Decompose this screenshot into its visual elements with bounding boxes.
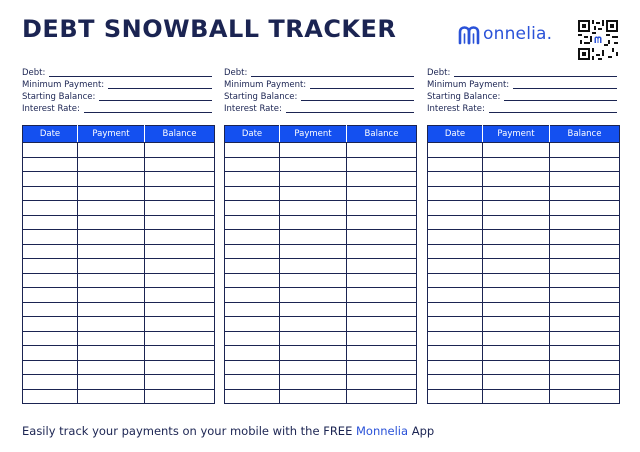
payment-cell[interactable] — [483, 302, 550, 317]
date-cell[interactable] — [428, 244, 483, 259]
payment-rows — [428, 143, 620, 404]
balance-cell[interactable] — [347, 143, 417, 158]
payment-cell[interactable] — [483, 375, 550, 390]
balance-cell[interactable] — [550, 259, 620, 274]
balance-cell[interactable] — [145, 143, 215, 158]
date-cell[interactable] — [23, 360, 78, 375]
payment-cell[interactable] — [78, 186, 145, 201]
balance-cell[interactable] — [347, 259, 417, 274]
balance-cell[interactable] — [347, 375, 417, 390]
date-cell[interactable] — [225, 143, 280, 158]
balance-header: Balance — [347, 126, 417, 143]
table-row — [225, 215, 417, 230]
payment-cell[interactable] — [483, 288, 550, 303]
payment-cell[interactable] — [280, 389, 347, 404]
payment-cell[interactable] — [280, 172, 347, 187]
date-cell[interactable] — [225, 346, 280, 361]
payment-cell[interactable] — [280, 273, 347, 288]
balance-cell[interactable] — [550, 346, 620, 361]
monnelia-m-logo-icon — [458, 23, 484, 45]
table-row — [225, 331, 417, 346]
table-row — [23, 157, 215, 172]
table-row — [23, 244, 215, 259]
table-row — [23, 172, 215, 187]
payment-header: Payment — [483, 126, 550, 143]
starting-balance-label: Starting Balance: — [224, 92, 298, 102]
payment-cell[interactable] — [78, 201, 145, 216]
qr-code-icon — [578, 20, 618, 60]
table-row — [225, 389, 417, 404]
payment-header: Payment — [78, 126, 145, 143]
minimum-payment-line[interactable] — [108, 81, 212, 89]
date-cell[interactable] — [428, 201, 483, 216]
balance-cell[interactable] — [550, 360, 620, 375]
payment-cell[interactable] — [280, 375, 347, 390]
brand-logo — [458, 22, 552, 46]
table-row — [225, 302, 417, 317]
payment-cell[interactable] — [483, 346, 550, 361]
minimum-payment-label: Minimum Payment: — [224, 80, 307, 90]
minimum-payment-label: Minimum Payment: — [427, 80, 510, 90]
payment-table — [224, 125, 417, 404]
table-row — [428, 302, 620, 317]
balance-cell[interactable] — [145, 157, 215, 172]
payment-cell[interactable] — [78, 172, 145, 187]
payment-cell[interactable] — [78, 244, 145, 259]
date-cell[interactable] — [225, 230, 280, 245]
date-cell[interactable] — [428, 259, 483, 274]
table-row — [428, 273, 620, 288]
table-row — [225, 230, 417, 245]
balance-cell[interactable] — [550, 244, 620, 259]
interest-rate-line[interactable] — [489, 105, 617, 113]
balance-cell[interactable] — [550, 389, 620, 404]
date-cell[interactable] — [23, 331, 78, 346]
starting-balance-field[interactable] — [427, 90, 617, 102]
table-row — [225, 244, 417, 259]
date-cell[interactable] — [225, 317, 280, 332]
debt-column-2 — [224, 66, 414, 404]
payment-cell[interactable] — [280, 186, 347, 201]
date-cell[interactable] — [225, 302, 280, 317]
balance-cell[interactable] — [145, 288, 215, 303]
table-row — [428, 201, 620, 216]
interest-rate-label: Interest Rate: — [427, 104, 485, 114]
payment-cell[interactable] — [483, 273, 550, 288]
balance-cell[interactable] — [347, 302, 417, 317]
date-cell[interactable] — [23, 201, 78, 216]
balance-cell[interactable] — [145, 186, 215, 201]
balance-cell[interactable] — [550, 230, 620, 245]
date-cell[interactable] — [23, 346, 78, 361]
payment-cell[interactable] — [483, 157, 550, 172]
table-row — [23, 273, 215, 288]
payment-cell[interactable] — [483, 201, 550, 216]
starting-balance-field[interactable] — [22, 90, 212, 102]
debt-field[interactable] — [224, 66, 414, 78]
table-row — [428, 375, 620, 390]
date-cell[interactable] — [225, 157, 280, 172]
table-row — [225, 186, 417, 201]
balance-cell[interactable] — [347, 201, 417, 216]
date-cell[interactable] — [225, 244, 280, 259]
payment-cell[interactable] — [483, 259, 550, 274]
table-row — [23, 346, 215, 361]
debt-column-1 — [22, 66, 212, 404]
table-row — [23, 389, 215, 404]
starting-balance-field[interactable] — [224, 90, 414, 102]
balance-cell[interactable] — [550, 375, 620, 390]
date-cell[interactable] — [428, 273, 483, 288]
table-row — [23, 288, 215, 303]
date-cell[interactable] — [225, 186, 280, 201]
table-row — [225, 346, 417, 361]
balance-cell[interactable] — [550, 331, 620, 346]
date-cell[interactable] — [225, 375, 280, 390]
date-cell[interactable] — [23, 157, 78, 172]
balance-cell[interactable] — [145, 201, 215, 216]
footer-brand-link[interactable]: Monnelia — [356, 424, 409, 438]
debt-line[interactable] — [251, 69, 414, 77]
payment-cell[interactable] — [483, 317, 550, 332]
date-cell[interactable] — [23, 288, 78, 303]
payment-cell[interactable] — [78, 230, 145, 245]
date-cell[interactable] — [428, 230, 483, 245]
payment-cell[interactable] — [280, 259, 347, 274]
starting-balance-label: Starting Balance: — [427, 92, 501, 102]
date-cell[interactable] — [23, 143, 78, 158]
balance-cell[interactable] — [550, 157, 620, 172]
debt-field[interactable] — [22, 66, 212, 78]
payment-cell[interactable] — [78, 259, 145, 274]
date-cell[interactable] — [428, 288, 483, 303]
table-row — [428, 215, 620, 230]
table-row — [225, 143, 417, 158]
payment-cell[interactable] — [78, 157, 145, 172]
balance-cell[interactable] — [550, 288, 620, 303]
payment-cell[interactable] — [483, 186, 550, 201]
table-row — [23, 302, 215, 317]
balance-cell[interactable] — [145, 389, 215, 404]
interest-rate-line[interactable] — [286, 105, 414, 113]
balance-cell[interactable] — [550, 143, 620, 158]
balance-cell[interactable] — [145, 331, 215, 346]
balance-cell[interactable] — [347, 273, 417, 288]
interest-rate-label: Interest Rate: — [224, 104, 282, 114]
debt-line[interactable] — [454, 69, 617, 77]
balance-cell[interactable] — [550, 186, 620, 201]
balance-cell[interactable] — [347, 317, 417, 332]
date-cell[interactable] — [23, 186, 78, 201]
payment-cell[interactable] — [78, 331, 145, 346]
table-row — [428, 259, 620, 274]
payment-cell[interactable] — [280, 157, 347, 172]
balance-cell[interactable] — [145, 259, 215, 274]
table-row — [428, 143, 620, 158]
balance-cell[interactable] — [347, 360, 417, 375]
table-row — [225, 157, 417, 172]
payment-cell[interactable] — [78, 360, 145, 375]
date-cell[interactable] — [225, 360, 280, 375]
payment-cell[interactable] — [280, 331, 347, 346]
payment-cell[interactable] — [280, 143, 347, 158]
payment-cell[interactable] — [483, 172, 550, 187]
payment-rows — [23, 143, 215, 404]
payment-cell[interactable] — [483, 331, 550, 346]
date-cell[interactable] — [428, 172, 483, 187]
payment-cell[interactable] — [280, 360, 347, 375]
payment-cell[interactable] — [280, 317, 347, 332]
minimum-payment-field[interactable] — [22, 78, 212, 90]
payment-cell[interactable] — [483, 215, 550, 230]
date-cell[interactable] — [225, 259, 280, 274]
table-row — [428, 360, 620, 375]
table-row — [23, 259, 215, 274]
date-cell[interactable] — [23, 172, 78, 187]
date-cell[interactable] — [23, 230, 78, 245]
debt-line[interactable] — [49, 69, 212, 77]
payment-cell[interactable] — [78, 143, 145, 158]
interest-rate-field[interactable] — [22, 102, 212, 114]
debt-label: Debt: — [22, 68, 46, 78]
balance-cell[interactable] — [145, 375, 215, 390]
debt-label: Debt: — [224, 68, 248, 78]
table-row — [23, 201, 215, 216]
table-row — [225, 259, 417, 274]
date-cell[interactable] — [225, 389, 280, 404]
table-row — [23, 331, 215, 346]
table-row — [23, 143, 215, 158]
table-row — [428, 317, 620, 332]
table-row — [225, 360, 417, 375]
payment-cell[interactable] — [280, 244, 347, 259]
balance-cell[interactable] — [145, 302, 215, 317]
date-cell[interactable] — [23, 302, 78, 317]
table-row — [428, 230, 620, 245]
payment-cell[interactable] — [78, 389, 145, 404]
debt-label: Debt: — [427, 68, 451, 78]
table-row — [428, 172, 620, 187]
footer-promo — [22, 424, 434, 438]
balance-cell[interactable] — [550, 317, 620, 332]
minimum-payment-field[interactable] — [224, 78, 414, 90]
balance-cell[interactable] — [145, 244, 215, 259]
balance-cell[interactable] — [550, 201, 620, 216]
payment-cell[interactable] — [280, 288, 347, 303]
balance-header: Balance — [550, 126, 620, 143]
balance-cell[interactable] — [347, 230, 417, 245]
starting-balance-line[interactable] — [99, 93, 212, 101]
balance-cell[interactable] — [145, 215, 215, 230]
payment-cell[interactable] — [78, 317, 145, 332]
date-cell[interactable] — [428, 302, 483, 317]
balance-header: Balance — [145, 126, 215, 143]
interest-rate-field[interactable] — [224, 102, 414, 114]
table-row — [225, 273, 417, 288]
date-cell[interactable] — [23, 244, 78, 259]
table-row — [23, 215, 215, 230]
minimum-payment-label: Minimum Payment: — [22, 80, 105, 90]
brand-name: onnelia. — [483, 24, 553, 44]
balance-cell[interactable] — [145, 360, 215, 375]
table-row — [23, 186, 215, 201]
payment-cell[interactable] — [78, 375, 145, 390]
payment-cell[interactable] — [280, 215, 347, 230]
balance-cell[interactable] — [145, 230, 215, 245]
balance-cell[interactable] — [145, 346, 215, 361]
payment-cell[interactable] — [280, 201, 347, 216]
date-cell[interactable] — [225, 288, 280, 303]
interest-rate-label: Interest Rate: — [22, 104, 80, 114]
date-cell[interactable] — [428, 215, 483, 230]
debt-column-3 — [427, 66, 617, 404]
date-cell[interactable] — [225, 331, 280, 346]
balance-cell[interactable] — [550, 302, 620, 317]
payment-cell[interactable] — [78, 215, 145, 230]
payment-header: Payment — [280, 126, 347, 143]
payment-cell[interactable] — [280, 230, 347, 245]
payment-cell[interactable] — [483, 244, 550, 259]
interest-rate-field[interactable] — [427, 102, 617, 114]
balance-cell[interactable] — [145, 317, 215, 332]
table-row — [23, 375, 215, 390]
table-row — [428, 288, 620, 303]
table-row — [23, 230, 215, 245]
balance-cell[interactable] — [347, 346, 417, 361]
payment-cell[interactable] — [78, 288, 145, 303]
date-header: Date — [428, 126, 483, 143]
page-title: DEBT SNOWBALL TRACKER — [22, 15, 397, 43]
date-cell[interactable] — [428, 346, 483, 361]
balance-cell[interactable] — [347, 331, 417, 346]
payment-cell[interactable] — [483, 230, 550, 245]
balance-cell[interactable] — [347, 288, 417, 303]
payment-table — [427, 125, 620, 404]
table-row — [225, 375, 417, 390]
payment-cell[interactable] — [78, 346, 145, 361]
balance-cell[interactable] — [347, 215, 417, 230]
balance-cell[interactable] — [550, 172, 620, 187]
date-header: Date — [225, 126, 280, 143]
balance-cell[interactable] — [145, 172, 215, 187]
footer-text-after: App — [408, 424, 435, 438]
balance-cell[interactable] — [347, 157, 417, 172]
table-row — [428, 244, 620, 259]
payment-cell[interactable] — [280, 346, 347, 361]
balance-cell[interactable] — [145, 273, 215, 288]
table-row — [225, 288, 417, 303]
table-row — [23, 317, 215, 332]
date-cell[interactable] — [428, 389, 483, 404]
table-row — [428, 389, 620, 404]
date-cell[interactable] — [23, 259, 78, 274]
payment-cell[interactable] — [78, 302, 145, 317]
balance-cell[interactable] — [347, 244, 417, 259]
date-cell[interactable] — [428, 317, 483, 332]
minimum-payment-field[interactable] — [427, 78, 617, 90]
payment-cell[interactable] — [483, 389, 550, 404]
date-cell[interactable] — [23, 317, 78, 332]
debt-field[interactable] — [427, 66, 617, 78]
date-cell[interactable] — [225, 215, 280, 230]
table-row — [428, 346, 620, 361]
payment-cell[interactable] — [78, 273, 145, 288]
table-row — [428, 331, 620, 346]
payment-table — [22, 125, 215, 404]
balance-cell[interactable] — [347, 172, 417, 187]
table-row — [225, 201, 417, 216]
date-cell[interactable] — [428, 375, 483, 390]
date-header: Date — [23, 126, 78, 143]
table-row — [225, 172, 417, 187]
minimum-payment-line[interactable] — [310, 81, 414, 89]
starting-balance-label: Starting Balance: — [22, 92, 96, 102]
date-cell[interactable] — [428, 186, 483, 201]
footer-text-before: Easily track your payments on your mobile with the FREE — [22, 424, 356, 438]
balance-cell[interactable] — [347, 186, 417, 201]
table-row — [225, 317, 417, 332]
date-cell[interactable] — [225, 273, 280, 288]
date-cell[interactable] — [225, 172, 280, 187]
date-cell[interactable] — [23, 215, 78, 230]
interest-rate-line[interactable] — [84, 105, 212, 113]
date-cell[interactable] — [23, 273, 78, 288]
payment-cell[interactable] — [483, 143, 550, 158]
table-row — [428, 157, 620, 172]
balance-cell[interactable] — [347, 389, 417, 404]
table-row — [23, 360, 215, 375]
date-cell[interactable] — [225, 201, 280, 216]
date-cell[interactable] — [23, 389, 78, 404]
balance-cell[interactable] — [550, 215, 620, 230]
date-cell[interactable] — [428, 331, 483, 346]
minimum-payment-line[interactable] — [513, 81, 617, 89]
date-cell[interactable] — [428, 143, 483, 158]
payment-cell[interactable] — [280, 302, 347, 317]
payment-rows — [225, 143, 417, 404]
table-row — [428, 186, 620, 201]
starting-balance-line[interactable] — [504, 93, 617, 101]
starting-balance-line[interactable] — [301, 93, 414, 101]
date-cell[interactable] — [428, 360, 483, 375]
date-cell[interactable] — [428, 157, 483, 172]
balance-cell[interactable] — [550, 273, 620, 288]
date-cell[interactable] — [23, 375, 78, 390]
payment-cell[interactable] — [483, 360, 550, 375]
